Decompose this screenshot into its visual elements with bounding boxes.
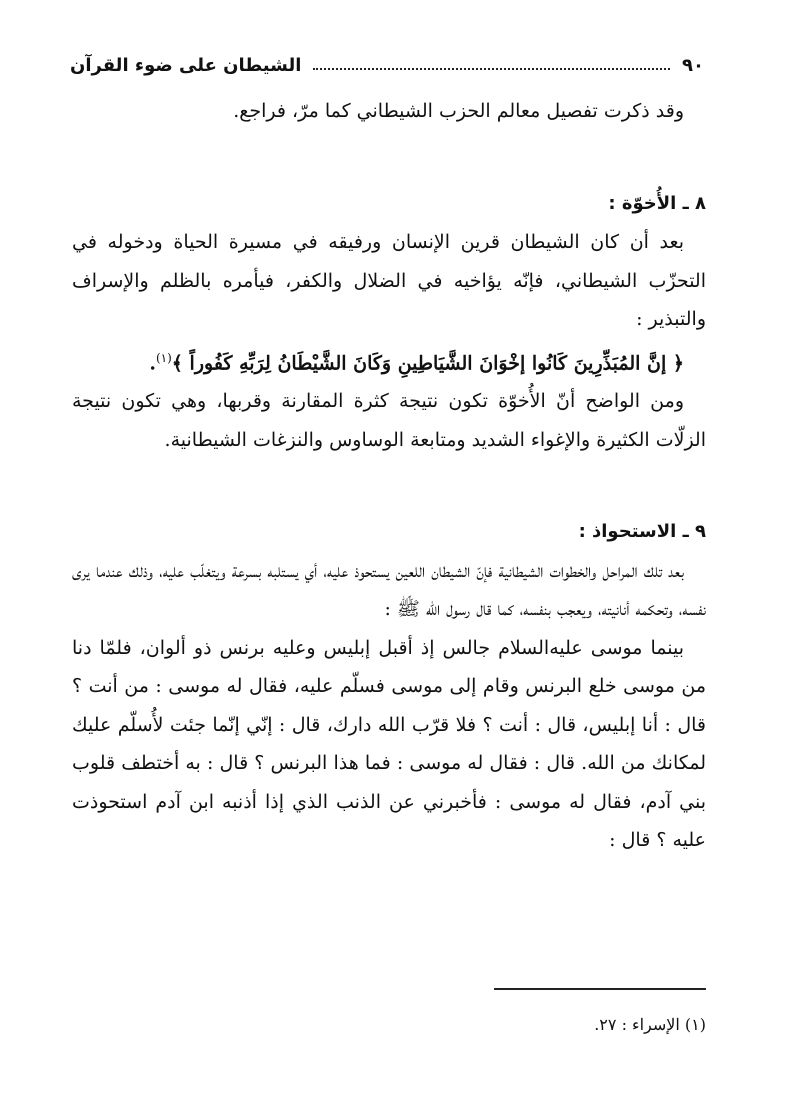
running-title: الشيطان على ضوء القرآن <box>70 54 302 76</box>
footnote-separator <box>494 988 706 990</box>
section-gap <box>72 131 706 185</box>
paragraph-intro: وقد ذكرت تفصيل معالم الحزب الشيطاني كما مرّ، فراجع. <box>233 100 684 122</box>
footnote-reference[interactable]: (١) <box>155 350 172 365</box>
quran-verse-text: ﴿ إنَّ المُبَذِّرِينَ كَانُوا إخْوَانَ الشَّيَاطِينِ وَكَانَ الشَّيْطَانُ لِرَبِّهِ كَفُوراً ﴾ <box>171 351 684 374</box>
section-heading-possession: ٩ ـ الاستحواذ : <box>578 521 706 543</box>
header-leader-dots <box>313 68 670 70</box>
paragraph-hadith: بينما موسى عليه‌السلام جالس إذ أقبل إبليس وعليه برنس ذو ألوان، فلمّا دنا من موسى خلع البرنس وقام إلى موسى فسلّم عليه، فقال له موسى : من أنت ؟ قال : أنا إبليس، قال : أنت ؟ فلا قرّب الله دارك، قال : إنّي إنّما جئت لأُسلّم عليك لمكانك من الله. قال : فقال له موسى : فما هذا البرنس ؟ قال : به أختطف قلوب بني آدم، فقال له موسى : فأخبرني عن الذنب الذي إذا أذنبه ابن آدم استحوذت عليه ؟ قال : <box>72 636 706 852</box>
footnote-1: (١) الإسراء : ٢٧. <box>594 1015 706 1034</box>
section-heading-brotherhood: ٨ ـ الأُخوّة : <box>608 192 706 214</box>
paragraph-brotherhood: بعد أن كان الشيطان قرين الإنسان ورفيقه في مسيرة الحياة ودخوله في التحزّب الشيطاني، فإنّه يؤاخيه في الضلال والكفر، فيأمره بالظلم والإسراف والتبذير : <box>72 231 706 330</box>
verse-end-mark: . <box>149 351 156 374</box>
paragraph-possession: بعد تلك المراحل والخطوات الشيطانية فإنّ الشيطان اللعين يستحوذ عليه، أي يستلبه بسرعة ويتغلّب عليه، وذلك عندما يرى نفسه، وتحكمه أنانيته، ويعجب بنفسه، كما قال رسول الله ﷺ : <box>72 559 706 621</box>
page-body <box>72 92 706 860</box>
quran-verse <box>72 339 706 383</box>
page-number: ٩٠ <box>682 54 704 76</box>
section-gap <box>72 459 706 513</box>
paragraph-brotherhood-result: ومن الواضح أنّ الأُخوّة تكون نتيجة كثرة المقارنة وقربها، وهي تكون نتيجة الزلّات الكثيرة والإغواء الشديد ومتابعة الوساوس والنزغات الشيطانية. <box>72 390 706 451</box>
page-header <box>70 50 704 80</box>
